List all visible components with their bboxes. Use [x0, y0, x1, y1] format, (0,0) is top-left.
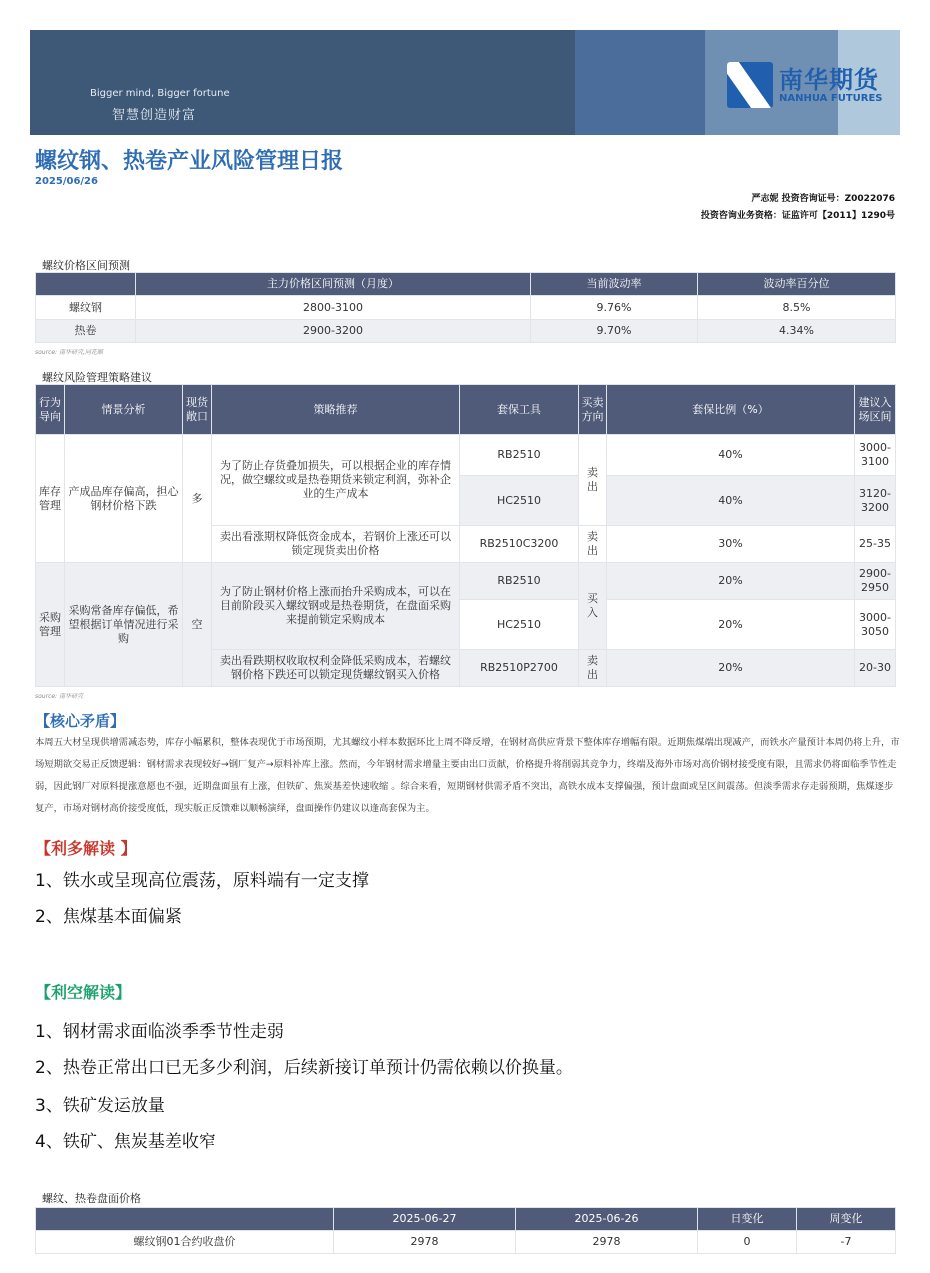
company-logo	[727, 62, 883, 108]
col-header: 买卖方向	[579, 385, 607, 435]
table-row	[36, 563, 896, 600]
cell: 20%	[607, 563, 855, 600]
core-paragraph: 本周五大材呈现供增需减态势，库存小幅累积，整体表现优于市场预期，尤其螺纹小样本数据环比上周不降反增，在钢材高供应背景下整体库存增幅有限。近期焦煤端出现减产，而铁水产量预计本周仍将上升，市场短期欲交易正反馈逻辑：钢材需求表现较好→钢厂复产→原料补库上涨。然而，今年钢材需求增量主要由出口贡献，价格提升将削弱其竞争力，终端及海外市场对高价钢材接受度有限，且需求仍将面临季节性走弱，因此钢厂对原料提涨意愿也不强，近期盘面虽有上涨，但铁矿、焦炭基差快速收缩 。综合来看，短期钢材供需矛盾不突出，高铁水成本支撑偏强，预计盘面或呈区间震荡。但淡季需求存走弱预期，焦煤逐步复产，市场对钢材高价接受度低，现实版正反馈难以顺畅演绎，盘面操作仍建议以逢高套保为主。	[35, 737, 900, 814]
cell: 2900-3200	[136, 320, 531, 343]
bearish-item: 2、热卷正常出口已无多少利润，后续新接订单预计仍需依赖以价换量。	[35, 1058, 573, 1078]
bullish-heading: 【利多解读 】	[35, 839, 137, 858]
futures-price-table	[35, 1207, 896, 1254]
source-note: source: 南华研究	[35, 693, 83, 700]
cell: 螺纹钢01合约收盘价	[36, 1231, 334, 1254]
cell: 卖出	[579, 650, 607, 687]
cell: 40%	[607, 435, 855, 476]
col-header: 2025-06-27	[334, 1208, 516, 1231]
source-note: source: 南华研究,同花顺	[35, 349, 103, 356]
cell: HC2510	[460, 600, 579, 650]
bullish-item: 2、焦煤基本面偏紧	[35, 907, 182, 927]
cell: 2800-3100	[136, 296, 531, 320]
col-header: 周变化	[797, 1208, 896, 1231]
cell: 产成品库存偏高，担心钢材价格下跌	[65, 435, 183, 563]
col-header: 主力价格区间预测（月度）	[136, 273, 531, 296]
cell: 30%	[607, 526, 855, 563]
strategy-table	[35, 384, 896, 687]
cell: 25-35	[855, 526, 896, 563]
bearish-item: 3、铁矿发运放量	[35, 1096, 165, 1116]
cell: 为了防止钢材价格上涨而抬升采购成本，可以在目前阶段买入螺纹钢或是热卷期货，在盘面采购来提前锁定采购成本	[212, 563, 460, 650]
cell: 9.70%	[531, 320, 698, 343]
cell: 20%	[607, 600, 855, 650]
col-header: 套保比例（%）	[607, 385, 855, 435]
cell: 为了防止存货叠加损失，可以根据企业的库存情况，做空螺纹或是热卷期货来锁定利润，弥补企业的生产成本	[212, 435, 460, 526]
bearish-item: 1、钢材需求面临淡季季节性走弱	[35, 1022, 284, 1042]
strategy-label: 螺纹风险管理策略建议	[42, 371, 152, 384]
logo-text-cn: 南华期货	[779, 65, 879, 94]
col-header: 行为导向	[36, 385, 65, 435]
cell: 0	[698, 1231, 797, 1254]
cell: 卖出	[579, 526, 607, 563]
table-row	[36, 1231, 896, 1254]
report-date: 2025/06/26	[35, 176, 98, 187]
cell: 8.5%	[698, 296, 896, 320]
cell: 卖出看涨期权降低资金成本，若钢价上涨还可以锁定现货卖出价格	[212, 526, 460, 563]
cell: HC2510	[460, 476, 579, 526]
logo-icon	[727, 62, 773, 108]
cell: 卖出	[579, 435, 607, 526]
cell: 采购常备库存偏低，希望根据订单情况进行采购	[65, 563, 183, 687]
cell: 4.34%	[698, 320, 896, 343]
license-line: 投资咨询业务资格：证监许可【2011】1290号	[700, 211, 895, 221]
author-line: 严志妮 投资咨询证号：Z0022076	[751, 194, 895, 204]
cell: 螺纹钢	[36, 296, 136, 320]
cell: RB2510	[460, 563, 579, 600]
cell: 9.76%	[531, 296, 698, 320]
bearish-heading: 【利空解读】	[35, 983, 132, 1002]
cell: 3000-3050	[855, 600, 896, 650]
slogan-en: Bigger mind, Bigger fortune	[90, 88, 230, 99]
price-range-label: 螺纹价格区间预测	[42, 259, 130, 272]
cell: 空	[183, 563, 212, 687]
col-header: 现货敞口	[183, 385, 212, 435]
cell: 多	[183, 435, 212, 563]
table-row	[36, 320, 896, 343]
cell: RB2510P2700	[460, 650, 579, 687]
cell: RB2510C3200	[460, 526, 579, 563]
col-header	[36, 273, 136, 296]
col-header: 套保工具	[460, 385, 579, 435]
cell: RB2510	[460, 435, 579, 476]
table-row	[36, 435, 896, 476]
col-header: 当前波动率	[531, 273, 698, 296]
cell: 20-30	[855, 650, 896, 687]
col-header: 策略推荐	[212, 385, 460, 435]
futures-price-label: 螺纹、热卷盘面价格	[42, 1192, 141, 1205]
bullish-item: 1、铁水或呈现高位震荡，原料端有一定支撑	[35, 871, 369, 891]
col-header: 日变化	[698, 1208, 797, 1231]
cell: 20%	[607, 650, 855, 687]
bearish-item: 4、铁矿、焦炭基差收窄	[35, 1132, 216, 1152]
col-header: 波动率百分位	[698, 273, 896, 296]
cell: 2978	[334, 1231, 516, 1254]
cell: 热卷	[36, 320, 136, 343]
cell: 卖出看跌期权收取权利金降低采购成本，若螺纹钢价格下跌还可以锁定现货螺纹钢买入价格	[212, 650, 460, 687]
cell: 2900-2950	[855, 563, 896, 600]
cell: 40%	[607, 476, 855, 526]
col-header: 情景分析	[65, 385, 183, 435]
cell: 采购管理	[36, 563, 65, 687]
col-header: 2025-06-26	[516, 1208, 698, 1231]
cell: 3120-3200	[855, 476, 896, 526]
core-heading: 【核心矛盾】	[35, 712, 126, 730]
price-range-table	[35, 272, 896, 343]
logo-text-en: NANHUA FUTURES	[779, 92, 883, 104]
col-header	[36, 1208, 334, 1231]
table-row	[36, 296, 896, 320]
cell: 买入	[579, 563, 607, 650]
cell: -7	[797, 1231, 896, 1254]
cell: 2978	[516, 1231, 698, 1254]
cell: 3000-3100	[855, 435, 896, 476]
col-header: 建议入场区间	[855, 385, 896, 435]
page-title: 螺纹钢、热卷产业风险管理日报	[35, 149, 344, 174]
slogan-cn: 智慧创造财富	[112, 108, 197, 123]
cell: 库存管理	[36, 435, 65, 563]
